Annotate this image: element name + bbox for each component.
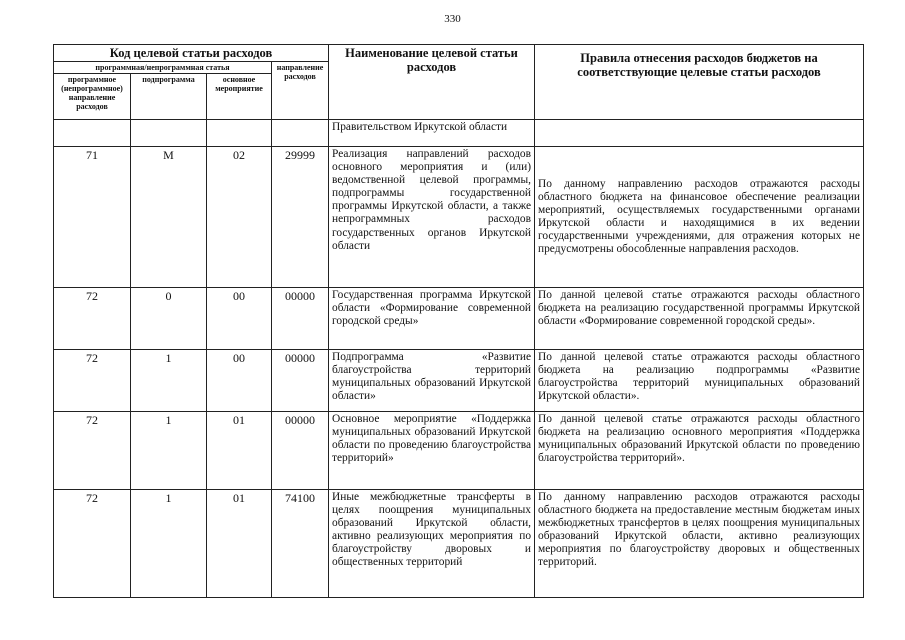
table-row bbox=[54, 412, 864, 490]
header-main-event: основное мероприятие bbox=[207, 74, 272, 120]
cell-program: 71 bbox=[54, 147, 131, 288]
header-name: Наименование целевой статьи расходов bbox=[329, 45, 535, 120]
table-row bbox=[54, 350, 864, 412]
cell-program: 72 bbox=[54, 412, 131, 490]
cell-subprogram: 1 bbox=[131, 350, 207, 412]
cell-direction: 74100 bbox=[272, 490, 329, 598]
cell-rule: По данной целевой статье отражаются расходы областного бюджета на реализацию государственной программы Иркутской области «Формирование современной городской среды». bbox=[535, 288, 864, 350]
cell-rule: По данной целевой статье отражаются расходы областного бюджета на реализацию подпрограммы «Развитие благоустройства территорий муниципальных образований Иркутской области». bbox=[535, 350, 864, 412]
header-rules: Правила отнесения расходов бюджетов на соответствующие целевые статьи расходов bbox=[535, 45, 864, 120]
cell-main-event: 00 bbox=[207, 350, 272, 412]
cell-program: 72 bbox=[54, 350, 131, 412]
cell-subprogram: 0 bbox=[131, 288, 207, 350]
cell-subprogram: 1 bbox=[131, 412, 207, 490]
header-program-group: программная/непрограммная статья bbox=[54, 62, 272, 74]
cell-main-event: 00 bbox=[207, 288, 272, 350]
header-program: программное (непрограммное) направление расходов bbox=[54, 74, 131, 120]
cell-name: Подпрограмма «Развитие благоустройства территорий муниципальных образований Иркутской области» bbox=[329, 350, 535, 412]
cell-program: 72 bbox=[54, 490, 131, 598]
table-row bbox=[54, 490, 864, 598]
cell-name: Государственная программа Иркутской области «Формирование современной городской среды» bbox=[329, 288, 535, 350]
cell-rule: По данному направлению расходов отражаются расходы областного бюджета на финансовое обеспечение реализации мероприятий, осуществляемых государственными органами Иркутской области и находящимися в их ведении государственными учреждениями, для отражения которых не предусмотрены обособленные направления расходов. bbox=[535, 147, 864, 288]
budget-classification-table bbox=[53, 44, 864, 598]
cell-subprogram: М bbox=[131, 147, 207, 288]
cell-direction bbox=[272, 120, 329, 147]
cell-name: Правительством Иркутской области bbox=[329, 120, 535, 147]
cell-direction: 29999 bbox=[272, 147, 329, 288]
cell-main-event: 01 bbox=[207, 412, 272, 490]
cell-subprogram bbox=[131, 120, 207, 147]
cell-program: 72 bbox=[54, 288, 131, 350]
cell-rule: По данному направлению расходов отражаются расходы областного бюджета на предоставление местным бюджетам иных межбюджетных трансфертов в целях поощрения муниципальных образований Иркутской области, активно реализующих мероприятия по благоустройству дворовых и общественных территорий. bbox=[535, 490, 864, 598]
header-direction: направление расходов bbox=[272, 62, 329, 120]
cell-direction: 00000 bbox=[272, 350, 329, 412]
cell-program bbox=[54, 120, 131, 147]
header-subprogram: подпрограмма bbox=[131, 74, 207, 120]
table-row bbox=[54, 120, 864, 147]
table-row bbox=[54, 288, 864, 350]
cell-rule bbox=[535, 120, 864, 147]
cell-name: Основное мероприятие «Поддержка муниципальных образований Иркутской области по проведению благоустройства территорий» bbox=[329, 412, 535, 490]
cell-main-event bbox=[207, 120, 272, 147]
cell-main-event: 01 bbox=[207, 490, 272, 598]
cell-direction: 00000 bbox=[272, 288, 329, 350]
page-number: 330 bbox=[444, 13, 461, 25]
cell-rule: По данной целевой статье отражаются расходы областного бюджета на реализацию основного мероприятия «Поддержка муниципальных образований Иркутской области по проведению благоустройства территорий». bbox=[535, 412, 864, 490]
cell-name: Иные межбюджетные трансферты в целях поощрения муниципальных образований Иркутской области, активно реализующих мероприятия по благоустройству дворовых и общественных территорий bbox=[329, 490, 535, 598]
table-row bbox=[54, 147, 864, 288]
cell-main-event: 02 bbox=[207, 147, 272, 288]
cell-direction: 00000 bbox=[272, 412, 329, 490]
cell-name: Реализация направлений расходов основного мероприятия и (или) ведомственной целевой программы, подпрограммы государственной программы Иркутской области, а также непрограммных расходов государственных органов Иркутской области bbox=[329, 147, 535, 288]
cell-subprogram: 1 bbox=[131, 490, 207, 598]
header-code-group: Код целевой статьи расходов bbox=[54, 45, 329, 62]
